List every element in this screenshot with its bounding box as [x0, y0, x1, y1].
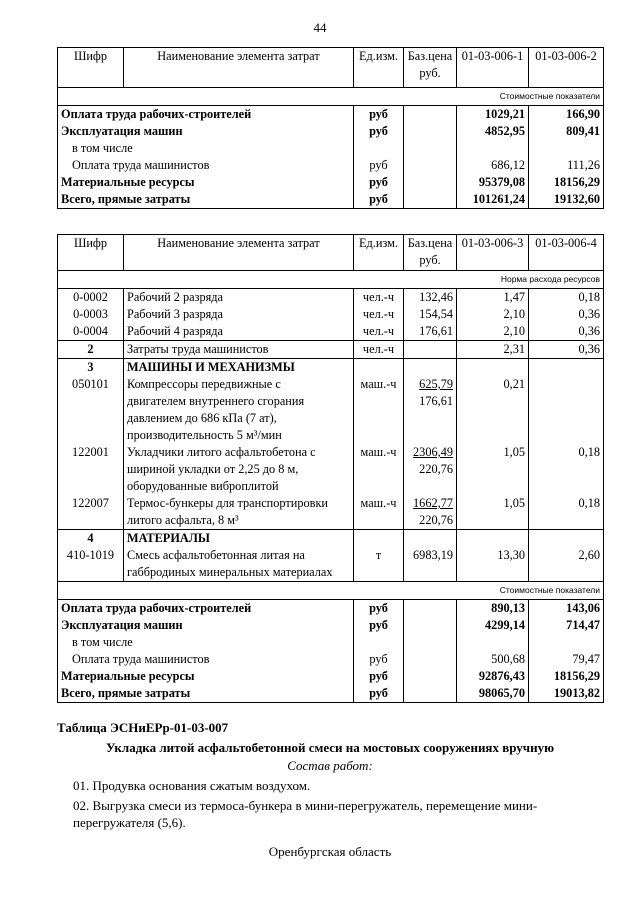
row-unit: руб: [354, 157, 404, 174]
cell-line: двигателем внутреннего сгорания: [127, 394, 305, 408]
table-subheader: Норма расхода ресурсов: [58, 271, 604, 289]
row-price: [404, 191, 457, 209]
row-value-2: 0,36: [529, 341, 604, 359]
row-value-1: 95379,08: [457, 174, 529, 191]
row-value-1: 890,13: [457, 600, 529, 618]
row-value-1: 2,10: [457, 306, 529, 323]
row-value-1: 0,21: [457, 376, 529, 444]
col-code-header: Шифр: [58, 48, 124, 88]
row-price: 176,61: [404, 323, 457, 341]
cell-line: производительность 5 м³/мин: [127, 428, 282, 442]
section-name: МАТЕРИАЛЫ: [124, 530, 354, 548]
row-value-2: 714,47: [529, 617, 604, 634]
row-name: [124, 495, 354, 530]
row-value-1: [457, 634, 529, 651]
row-name: Всего, прямые затраты: [58, 685, 354, 703]
row-name: в том числе: [58, 634, 354, 651]
row-value-1: 4852,95: [457, 123, 529, 140]
row-unit: маш.-ч: [354, 444, 404, 495]
row-code: 0-0003: [58, 306, 124, 323]
row-value-2: [529, 634, 604, 651]
col-2-header: 01-03-006-4: [529, 235, 604, 271]
row-unit: т: [354, 547, 404, 582]
row-price: [404, 600, 457, 618]
cost-row: [58, 191, 604, 209]
row-price: 154,54: [404, 306, 457, 323]
row-unit: маш.-ч: [354, 495, 404, 530]
row-price: [404, 123, 457, 140]
col-1-header: 01-03-006-1: [457, 48, 529, 88]
row-code: 050101: [58, 376, 124, 444]
resource-row: [58, 306, 604, 323]
col-name-header: Наименование элемента затрат: [124, 235, 354, 271]
price-top: 625,79: [419, 377, 453, 391]
price-bottom: 220,76: [419, 513, 453, 527]
row-name: Эксплуатация машин: [58, 123, 354, 140]
row-unit: [354, 140, 404, 157]
row-value-2: [529, 376, 604, 444]
section-subtitle: Укладка литой асфальтобетонной смеси на мостовых сооружениях вручную: [105, 740, 555, 755]
resource-row: [58, 323, 604, 341]
row-price: [404, 651, 457, 668]
row-value-1: 1,05: [457, 444, 529, 495]
cost-row: [58, 140, 604, 157]
row-name: [124, 444, 354, 495]
row-price: [404, 174, 457, 191]
row-price: 6983,19: [404, 547, 457, 582]
row-code: 0-0004: [58, 323, 124, 341]
resource-row: [58, 289, 604, 307]
cell-line: габбродиных минеральных материалах: [127, 565, 333, 579]
table-header: [58, 48, 604, 88]
col-name-header: Наименование элемента затрат: [124, 48, 354, 88]
row-unit: [354, 634, 404, 651]
cell-line: литого асфальта, 8 м³: [127, 513, 239, 527]
row-price: [404, 106, 457, 124]
row-value-1: 1,05: [457, 495, 529, 530]
resource-row: [58, 341, 604, 359]
row-value-2: 0,18: [529, 444, 604, 495]
row-price: [404, 359, 457, 377]
row-value-1: 4299,14: [457, 617, 529, 634]
col-price-header: Баз.цена руб.: [404, 235, 457, 271]
row-value-2: [529, 140, 604, 157]
row-unit: руб: [354, 600, 404, 618]
price-bottom: 176,61: [419, 394, 453, 408]
cost-row: [58, 651, 604, 668]
col-code-header: Шифр: [58, 235, 124, 271]
row-value-2: 18156,29: [529, 174, 604, 191]
page-number: 44: [313, 20, 327, 35]
row-value-1: 92876,43: [457, 668, 529, 685]
row-price: [404, 617, 457, 634]
cell-line: Компрессоры передвижные с: [127, 377, 281, 391]
row-value-1: 686,12: [457, 157, 529, 174]
resource-row: [58, 495, 604, 530]
row-value-1: [457, 530, 529, 548]
row-unit: чел.-ч: [354, 289, 404, 307]
row-code: 2: [58, 341, 124, 359]
row-value-1: [457, 359, 529, 377]
row-value-2: 19013,82: [529, 685, 604, 703]
row-name: Оплата труда рабочих-строителей: [58, 600, 354, 618]
row-price: [404, 530, 457, 548]
row-name: Материальные ресурсы: [58, 668, 354, 685]
works-caption: Состав работ:: [287, 758, 373, 773]
row-name: Рабочий 2 разряда: [124, 289, 354, 307]
resource-row: [58, 444, 604, 495]
row-code: 122001: [58, 444, 124, 495]
row-name: Оплата труда машинистов: [58, 651, 354, 668]
row-unit: руб: [354, 668, 404, 685]
row-unit: маш.-ч: [354, 376, 404, 444]
row-unit: чел.-ч: [354, 323, 404, 341]
row-unit: руб: [354, 106, 404, 124]
row-unit: руб: [354, 191, 404, 209]
row-value-1: 1,47: [457, 289, 529, 307]
row-name: Рабочий 4 разряда: [124, 323, 354, 341]
cost-row: [58, 174, 604, 191]
row-price: [404, 140, 457, 157]
cost-row: [58, 685, 604, 703]
row-price: [404, 376, 457, 444]
row-unit: чел.-ч: [354, 341, 404, 359]
row-value-2: 79,47: [529, 651, 604, 668]
row-unit: чел.-ч: [354, 306, 404, 323]
row-price: [404, 634, 457, 651]
row-value-2: 2,60: [529, 547, 604, 582]
cost-row: [58, 668, 604, 685]
row-value-1: 2,31: [457, 341, 529, 359]
row-value-1: 101261,24: [457, 191, 529, 209]
cost-table-2: [57, 234, 604, 703]
row-price: [404, 685, 457, 703]
row-name: Эксплуатация машин: [58, 617, 354, 634]
row-value-2: 0,36: [529, 306, 604, 323]
row-unit: [354, 530, 404, 548]
cost-table-1: [57, 47, 604, 209]
cost-row: [58, 600, 604, 618]
row-value-1: 13,30: [457, 547, 529, 582]
row-name: [124, 376, 354, 444]
row-unit: руб: [354, 685, 404, 703]
section-code: 3: [58, 359, 124, 377]
row-price: [404, 444, 457, 495]
row-price: [404, 341, 457, 359]
row-value-1: 98065,70: [457, 685, 529, 703]
section-name: МАШИНЫ И МЕХАНИЗМЫ: [124, 359, 354, 377]
row-unit: [354, 359, 404, 377]
section-code: 4: [58, 530, 124, 548]
row-value-1: 1029,21: [457, 106, 529, 124]
cost-row: [58, 123, 604, 140]
row-value-2: 166,90: [529, 106, 604, 124]
cell-line: давлением до 686 кПа (7 ат),: [127, 411, 277, 425]
cost-row: [58, 157, 604, 174]
row-unit: руб: [354, 123, 404, 140]
price-bottom: 220,76: [419, 462, 453, 476]
cost-subheader: Стоимостные показатели: [58, 582, 604, 600]
row-value-2: [529, 359, 604, 377]
resource-row: [58, 376, 604, 444]
row-value-2: 18156,29: [529, 668, 604, 685]
row-value-2: [529, 530, 604, 548]
row-name: Материальные ресурсы: [58, 174, 354, 191]
row-unit: руб: [354, 651, 404, 668]
row-value-2: 0,36: [529, 323, 604, 341]
cell-line: Термос-бункеры для транспортировки: [127, 496, 329, 510]
work-item: 02. Выгрузка смеси из термоса-бункера в мини-перегружатель, перемещение мини-перегружателя (5,6).: [73, 798, 538, 830]
row-unit: руб: [354, 174, 404, 191]
resource-row: [58, 547, 604, 582]
row-value-1: [457, 140, 529, 157]
cell-line: шириной укладки от 2,25 до 8 м,: [127, 462, 299, 476]
row-name: Оплата труда рабочих-строителей: [58, 106, 354, 124]
row-name: Рабочий 3 разряда: [124, 306, 354, 323]
row-unit: руб: [354, 617, 404, 634]
cell-line: оборудованные виброплитой: [127, 479, 279, 493]
table-title: Таблица ЭСНиЕРр-01-03-007: [57, 720, 229, 735]
row-code: 122007: [58, 495, 124, 530]
cost-row: [58, 106, 604, 124]
row-name: [124, 547, 354, 582]
row-code: 410-1019: [58, 547, 124, 582]
row-name: Всего, прямые затраты: [58, 191, 354, 209]
row-value-2: 19132,60: [529, 191, 604, 209]
row-value-2: 809,41: [529, 123, 604, 140]
row-price: [404, 157, 457, 174]
price-top: 2306,49: [413, 445, 453, 459]
col-2-header: 01-03-006-2: [529, 48, 604, 88]
col-unit-header: Ед.изм.: [354, 235, 404, 271]
row-name: Оплата труда машинистов: [58, 157, 354, 174]
row-name: Затраты труда машинистов: [124, 341, 354, 359]
footer-region: Оренбургская область: [268, 844, 392, 859]
row-value-2: 111,26: [529, 157, 604, 174]
cell-line: Укладчики литого асфальтобетона с: [127, 445, 316, 459]
row-code: 0-0002: [58, 289, 124, 307]
row-value-2: 0,18: [529, 289, 604, 307]
row-price: [404, 668, 457, 685]
row-value-1: 500,68: [457, 651, 529, 668]
table-subheader: Стоимостные показатели: [58, 88, 604, 106]
row-price: 132,46: [404, 289, 457, 307]
row-price: [404, 495, 457, 530]
row-name: в том числе: [58, 140, 354, 157]
cost-row: [58, 617, 604, 634]
col-unit-header: Ед.изм.: [354, 48, 404, 88]
row-value-2: 143,06: [529, 600, 604, 618]
col-1-header: 01-03-006-3: [457, 235, 529, 271]
table-header: [58, 235, 604, 271]
cost-row: [58, 634, 604, 651]
row-value-1: 2,10: [457, 323, 529, 341]
row-value-2: 0,18: [529, 495, 604, 530]
col-price-header: Баз.цена руб.: [404, 48, 457, 88]
price-top: 1662,77: [413, 496, 453, 510]
section-row: [58, 359, 604, 377]
cell-line: Смесь асфальтобетонная литая на: [127, 548, 305, 562]
work-item: 01. Продувка основания сжатым воздухом.: [73, 778, 311, 793]
section-row: [58, 530, 604, 548]
